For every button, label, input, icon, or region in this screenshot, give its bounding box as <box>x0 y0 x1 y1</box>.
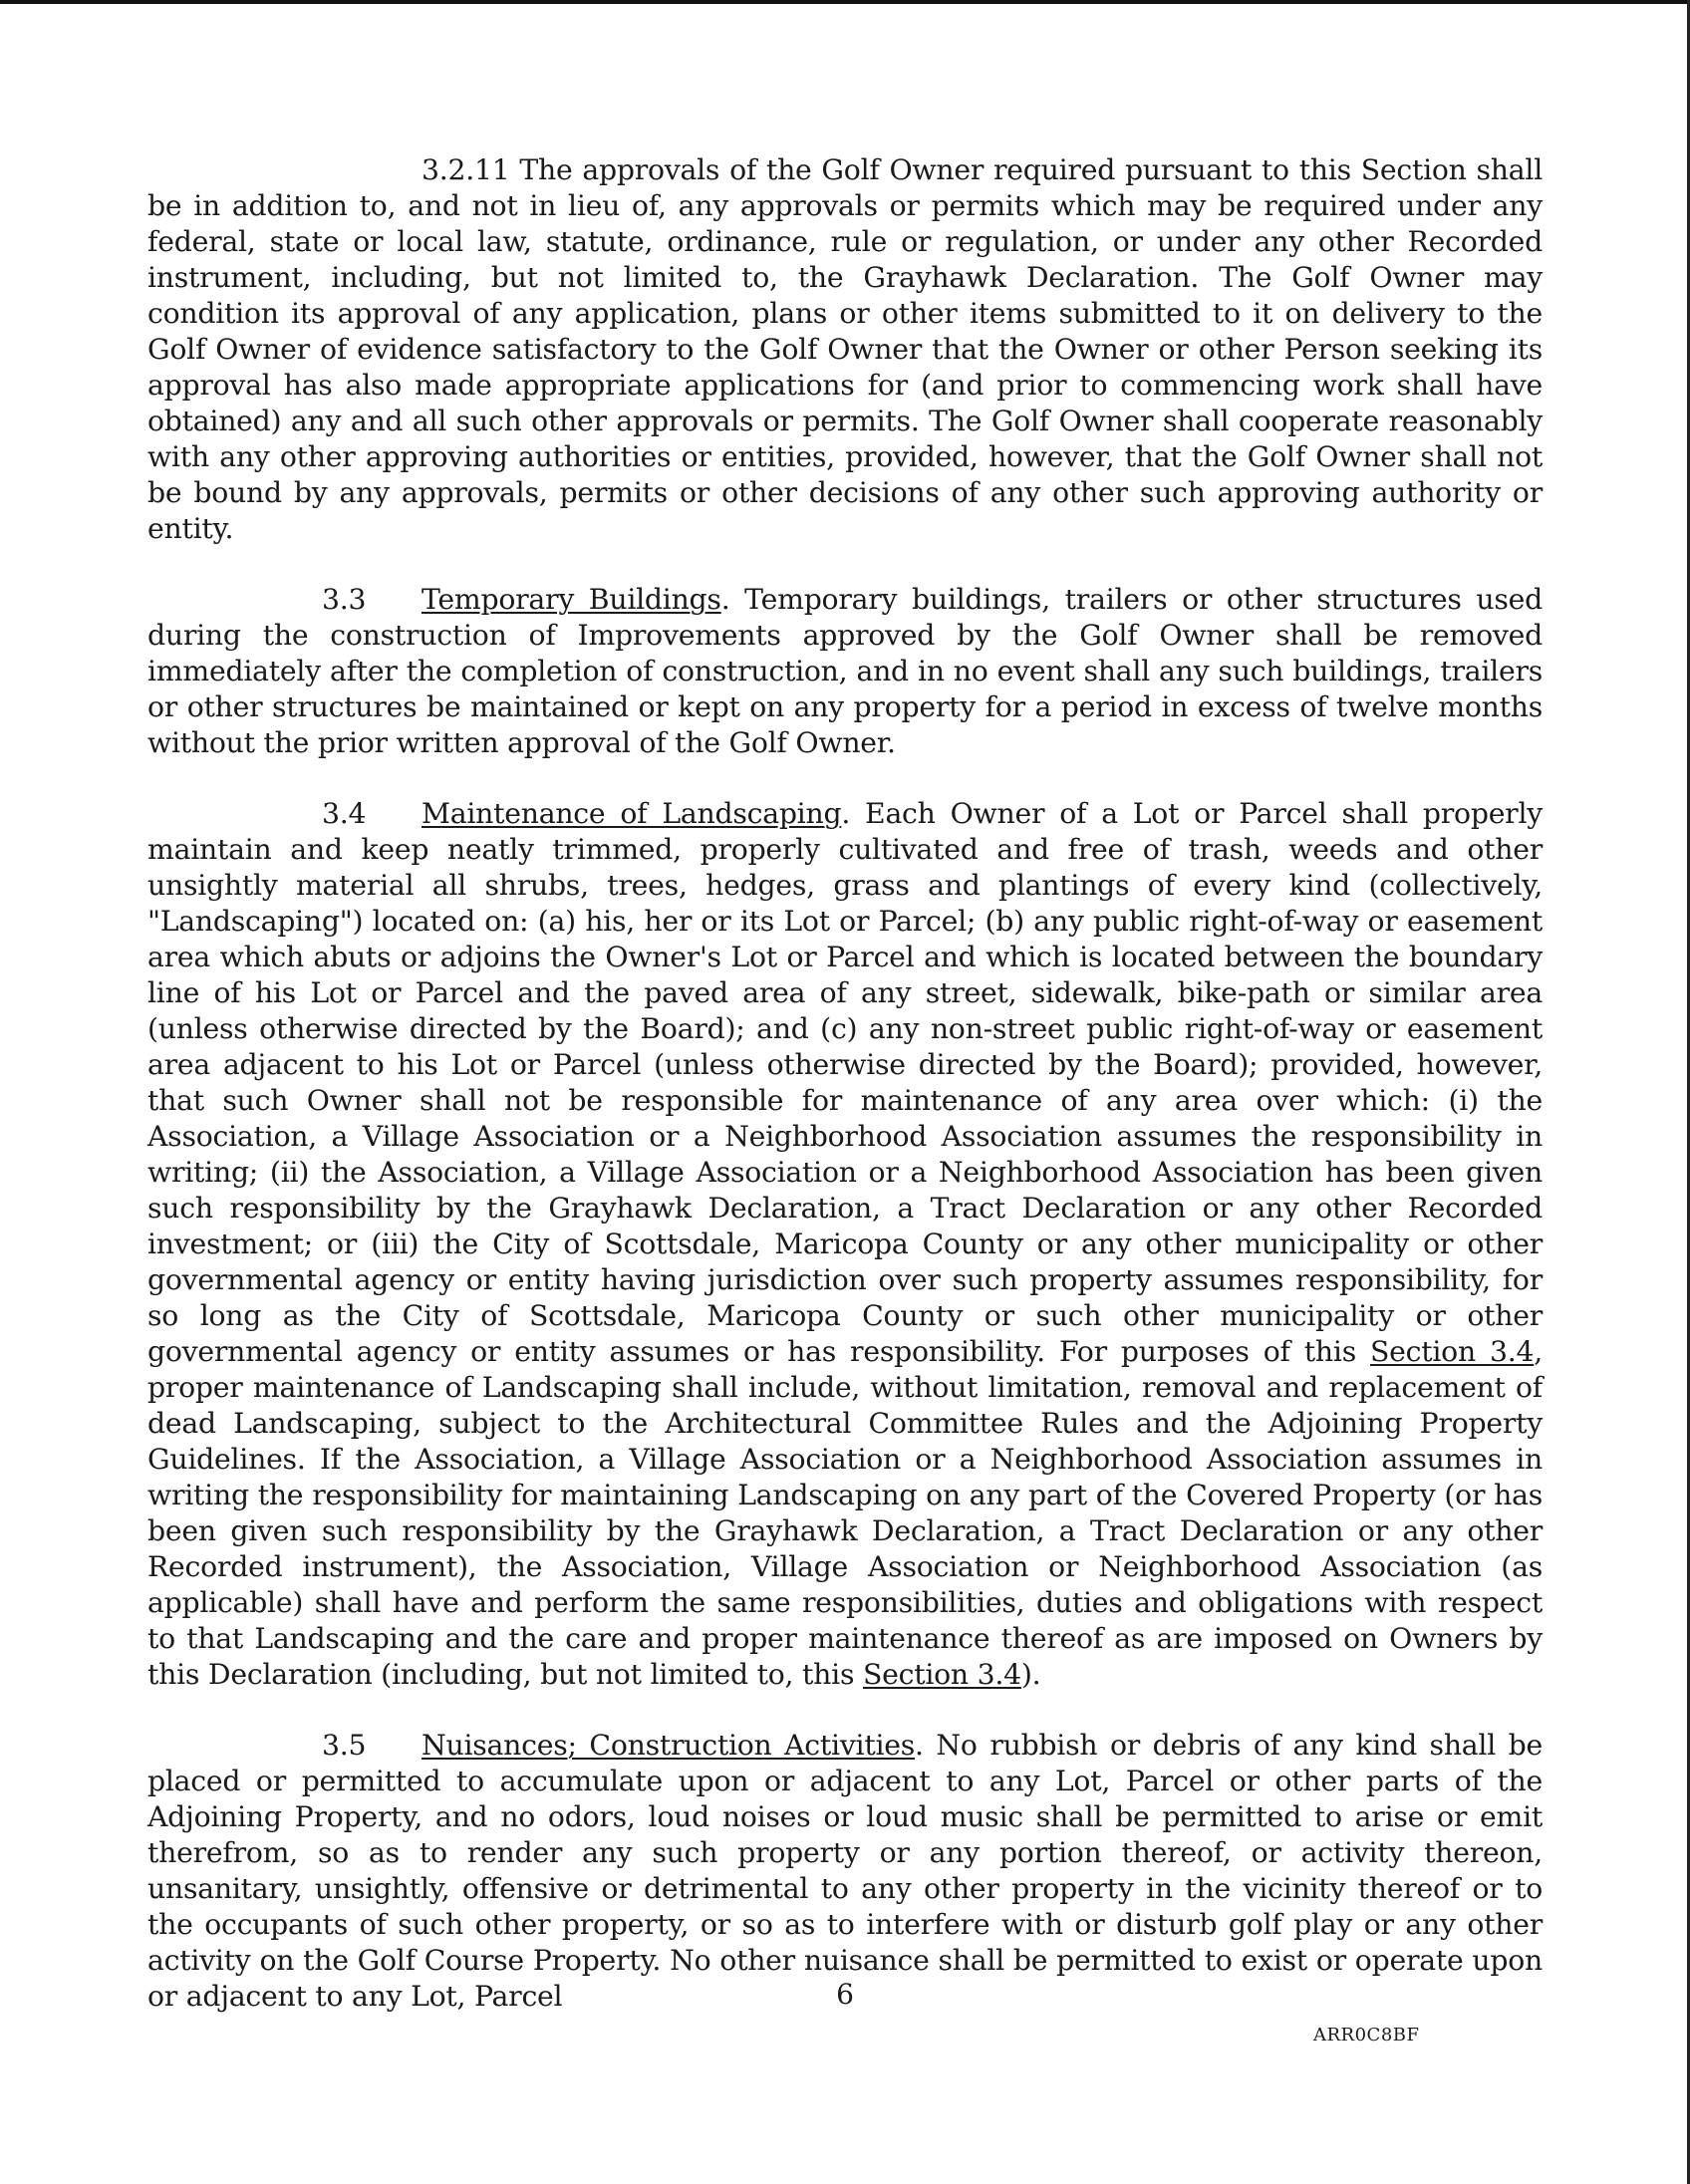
section-3-5 <box>147 1728 1543 2015</box>
section-reference: Section 3.4 <box>862 1658 1021 1691</box>
section-body: . Temporary buildings, trailers or other structures used during the construction of Improvements approved by the Golf Owner shall be removed immediately after the completion of construction, and in no event shall any such buildings, trailers or other structures be maintained or kept on any property for a period in excess of twelve months without the prior written approval of the Golf Owner. <box>147 583 1543 759</box>
section-reference: Section 3.4 <box>1370 1335 1535 1368</box>
section-body: , proper maintenance of Landscaping shall include, without limitation, removal and replacement of dead Landscaping, subject to the Architectural Committee Rules and the Adjoining Property Guidelines. If the Association, a Village Association or a Neighborhood Association assumes in writing the responsibility for maintaining Landscaping on any part of the Covered Property (or has been given such responsibility by the Grayhawk Declaration, a Tract Declaration or any other Recorded instrument), the Association, Village Association or Neighborhood Association (as applicable) shall have and perform the same responsibilities, duties and obligations with respect to that Landscaping and the care and proper maintenance thereof as are imposed on Owners by this Declaration (including, but not limited to, this <box>147 1335 1543 1691</box>
section-number: 3.3 <box>322 583 367 616</box>
section-heading: Nuisances; Construction Activities <box>422 1729 916 1762</box>
scan-edge-top <box>0 0 1690 4</box>
section-body: . No rubbish or debris of any kind shall be placed or permitted to accumulate upon or adjacent to any Lot, Parcel or other parts of the Adjoining Property, and no odors, loud noises or loud music shall be permitted to arise or emit therefrom, so as to render any such property or any portion thereof, or activity thereon, unsanitary, unsightly, offensive or detrimental to any other property in the vicinity thereof or to the occupants of such other property, or so as to interfere with or disturb golf play or any other activity on the Golf Course Property. No other nuisance shall be permitted to exist or operate upon or adjacent to any Lot, Parcel <box>147 1729 1543 2013</box>
section-3-4 <box>147 796 1543 1693</box>
section-3-2-11 <box>147 152 1543 547</box>
page-number: 6 <box>836 1978 854 2011</box>
page-body <box>147 152 1543 2049</box>
section-body: . Each Owner of a Lot or Parcel shall properly maintain and keep neatly trimmed, properly cultivated and free of trash, weeds and other unsightly material all shrubs, trees, hedges, grass and plantings of every kind (collectively, "Landscaping") located on: (a) his, her or its Lot or Parcel; (b) any public right-of-way or easement area which abuts or adjoins the Owner's Lot or Parcel and which is located between the boundary line of his Lot or Parcel and the paved area of any street, sidewalk, bike-path or similar area (unless otherwise directed by the Board); and (c) any non-street public right-of-way or easement area adjacent to his Lot or Parcel (unless otherwise directed by the Board); provided, however, that such Owner shall not be responsible for maintenance of any area over which: (i) the Association, a Village Association or a Neighborhood Association assumes the responsibility in writing; (ii) the Association, a Village Association or a Neighborhood Association has been given such responsibility by the Grayhawk Declaration, a Tract Declaration or any other Recorded investment; or (iii) the City of Scottsdale, Maricopa County or any other municipality or other governmental agency or entity having jurisdiction over such property assumes responsibility, for so long as the City of Scottsdale, Maricopa County or such other municipality or other governmental agency or entity assumes or has responsibility. For purposes of this <box>147 797 1544 1368</box>
section-3-3 <box>147 582 1543 761</box>
section-body: 3.2.11 The approvals of the Golf Owner required pursuant to this Section shall be in addition to, and not in lieu of, any approvals or permits which may be required under any federal, state or local law, statute, ordinance, rule or regulation, or under any other Recorded instrument, including, but not limited to, the Grayhawk Declaration. The Golf Owner may condition its approval of any application, plans or other items submitted to it on delivery to the Golf Owner of evidence satisfactory to the Golf Owner that the Owner or other Person seeking its approval has also made appropriate applications for (and prior to commencing work shall have obtained) any and all such other approvals or permits. The Golf Owner shall cooperate reasonably with any other approving authorities or entities, provided, however, that the Golf Owner shall not be bound by any approvals, permits or other decisions of any other such approving authority or entity. <box>147 153 1543 545</box>
section-heading: Maintenance of Landscaping <box>422 797 842 830</box>
document-id: ARR0C8BF <box>1313 2025 1420 2046</box>
section-body: ). <box>1020 1658 1041 1691</box>
section-heading: Temporary Buildings <box>422 583 721 616</box>
section-number: 3.5 <box>322 1729 367 1762</box>
section-number: 3.4 <box>322 797 367 830</box>
